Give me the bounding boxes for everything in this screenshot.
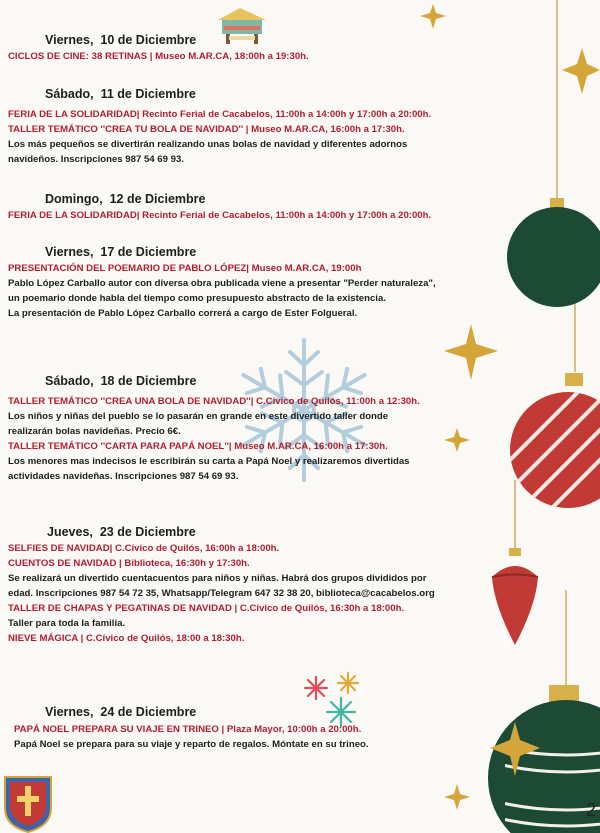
day-heading: Jueves, 23 de Diciembre: [47, 525, 196, 539]
day-block: [0, 245, 520, 321]
event-description: edad. Inscripciones 987 54 72 35, Whatsapp/Telegram 647 32 38 20, biblioteca@cacabelos.org: [8, 588, 435, 599]
day-heading: Viernes, 10 de Diciembre: [45, 33, 197, 47]
day-heading: Domingo, 12 de Diciembre: [45, 192, 206, 206]
event-description: realizarán bolas navideñas. Precio 6€.: [8, 426, 181, 437]
event-line: TALLER TEMÁTICO ''CARTA PARA PAPÁ NOEL''| Museo M.AR.CA, 16:00h a 17:30h.: [8, 441, 388, 452]
day-block: [0, 87, 520, 167]
event-line: CUENTOS DE NAVIDAD | Biblioteca, 16:30h y 17:30h.: [8, 558, 250, 569]
green-ornament-icon: [507, 198, 600, 307]
event-description: Los niños y niñas del pueblo se lo pasarán en grande en este divertido taller donde: [8, 411, 389, 422]
event-line: FERIA DE LA SOLIDARIDAD| Recinto Ferial de Cacabelos, 11:00h a 14:00h y 17:00h a 20:00h.: [8, 210, 432, 221]
event-description: La presentación de Pablo López Carballo correrá a cargo de Ester Folgueral.: [8, 308, 358, 319]
event-line: PRESENTACIÓN DEL POEMARIO DE PABLO LÓPEZ| Museo M.AR.CA, 19:00h: [8, 263, 362, 274]
event-line: CICLOS DE CINE: 38 RETINAS | Museo M.AR.CA, 18:00h a 19:30h.: [8, 51, 309, 62]
event-line: TALLER TEMÁTICO ''CREA UNA BOLA DE NAVIDAD''| C.Cívico de Quilós, 11:00h a 12:30h.: [8, 396, 420, 407]
event-description: Los menores mas indecisos le escribirán su carta a Papá Noel y realizaremos divertidas: [8, 456, 410, 467]
day-block: [0, 374, 520, 484]
event-description: Taller para toda la familia.: [8, 618, 126, 629]
event-description: Se realizará un divertido cuentacuentos para niños y niñas. Habrá dos grupos divididos por: [8, 573, 427, 584]
event-line: TALLER TEMÁTICO ''CREA TU BOLA DE NAVIDAD'' | Museo M.AR.CA, 16:00h a 17:30h.: [8, 124, 405, 135]
event-line: NIEVE MÁGICA | C.Cívico de Quilós, 18:00 a 18:30h.: [8, 633, 245, 644]
day-block: [0, 33, 520, 64]
coat-of-arms-emblem: [5, 777, 51, 832]
event-description: Pablo López Carballo autor con diversa obra publicada viene a presentar "Perder naturaleza",: [8, 278, 436, 289]
event-line: TALLER DE CHAPAS Y PEGATINAS DE NAVIDAD | C.Cívico de Quilós, 16:30h a 18:00h.: [8, 603, 405, 614]
event-description: un poemario donde habla del tiempo como presupuesto abstracto de la existencia.: [8, 293, 386, 304]
day-heading: Viernes, 17 de Diciembre: [45, 245, 197, 259]
event-description: actividades navideñas. Inscripciones 987 54 69 93.: [8, 471, 239, 482]
day-block: [0, 192, 520, 223]
day-heading: Sábado, 18 de Diciembre: [45, 374, 197, 388]
event-description: Los más pequeños se divertirán realizando unas bolas de navidad y diferentes adornos: [8, 139, 408, 150]
day-heading: Sábado, 11 de Diciembre: [45, 87, 196, 101]
event-line: PAPÁ NOEL PREPARA SU VIAJE EN TRINEO | Plaza Mayor, 10:00h a 20:00h.: [14, 724, 362, 735]
day-heading: Viernes, 24 de Diciembre: [45, 705, 197, 719]
event-description: navideños. Inscripciones 987 54 69 93.: [8, 154, 184, 165]
event-line: SELFIES DE NAVIDAD| C.Cívico de Quilós, 16:00h a 18:00h.: [8, 543, 280, 554]
event-description: Papá Noel se prepara para su viaje y reparto de regalos. Móntate en su trineo.: [14, 739, 369, 750]
day-block: [0, 525, 520, 646]
page-number: 2: [585, 800, 596, 820]
event-line: FERIA DE LA SOLIDARIDAD| Recinto Ferial de Cacabelos, 11:00h a 14:00h y 17:00h a 20:00h.: [8, 109, 432, 120]
day-block: [0, 705, 520, 752]
